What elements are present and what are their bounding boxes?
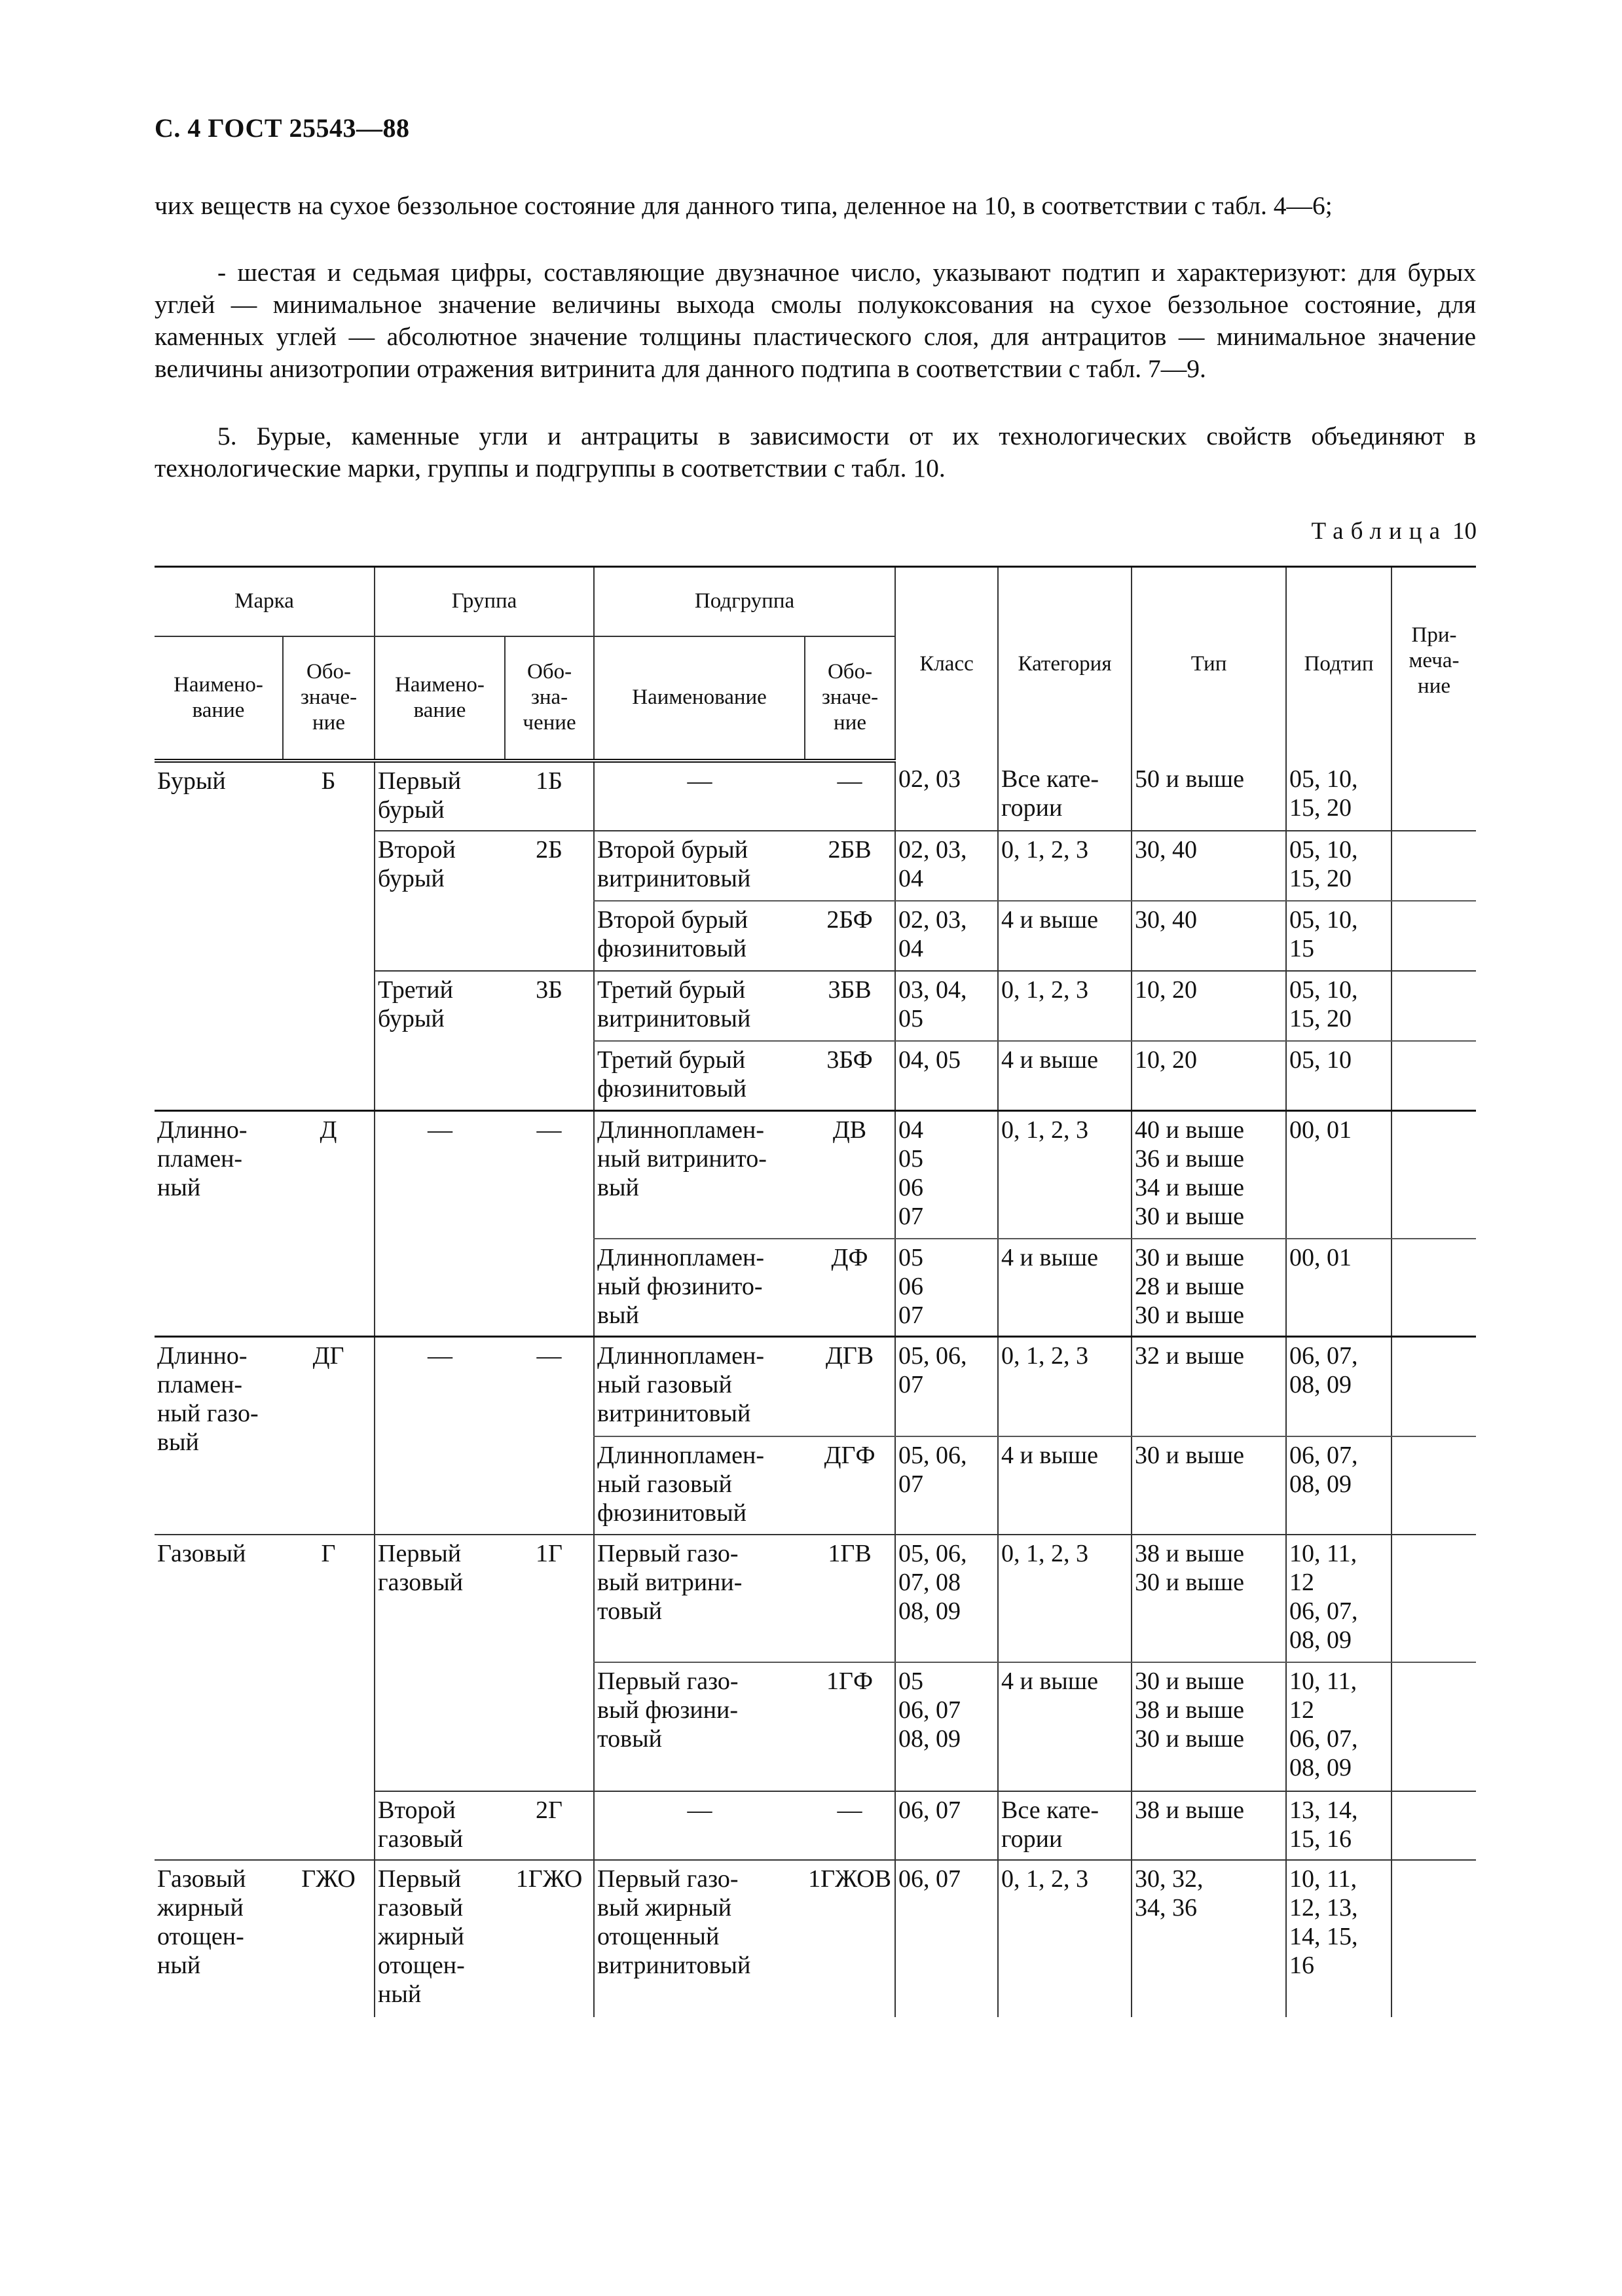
- podgruppa-name-cell: Длиннопламен- ный газовый фюзинитовый: [594, 1436, 805, 1535]
- podgruppa-code-cell: 3БВ: [805, 971, 895, 1041]
- podgruppa-code-cell: 1ГВ: [805, 1535, 895, 1662]
- klass-cell: 04, 05: [895, 1041, 998, 1111]
- kategoriya-cell: 0, 1, 2, 3: [998, 831, 1132, 901]
- tip-cell: 50 и выше: [1132, 761, 1286, 831]
- kategoriya-cell: 4 и выше: [998, 1239, 1132, 1337]
- header-klass: Класс: [895, 567, 998, 761]
- kategoriya-cell: 4 и выше: [998, 1041, 1132, 1111]
- gruppa-code-cell: 2Б: [505, 831, 594, 971]
- kategoriya-cell: Все кате- гории: [998, 761, 1132, 831]
- header-podgruppa: Подгруппа: [594, 567, 895, 636]
- paragraph-1: чих веществ на сухое беззольное состояние для данного типа, деленное на 10, в соответствии с табл. 4—6;: [155, 191, 1333, 220]
- tip-cell: 38 и выше 30 и выше: [1132, 1535, 1286, 1662]
- marka-name-cell: Газовый жирный отощен- ный: [157, 1865, 246, 1979]
- marka-code-cell: ДГ: [283, 1337, 375, 1535]
- header-marka: Марка: [155, 567, 375, 636]
- primechanie-cell: [1392, 1662, 1476, 1791]
- table-number: 10: [1452, 518, 1477, 545]
- kategoriya-cell: 4 и выше: [998, 1662, 1132, 1791]
- marka-name-cell: Газовый: [155, 1535, 283, 1860]
- header-marka-code: Обо- значе- ние: [283, 636, 375, 761]
- podgruppa-name-cell: —: [594, 761, 805, 831]
- marka-code-cell: Б: [283, 761, 375, 1111]
- kategoriya-cell: 0, 1, 2, 3: [998, 1111, 1132, 1239]
- tip-cell: 30, 40: [1132, 831, 1286, 901]
- gruppa-code-cell: 1Б: [505, 761, 594, 831]
- podtip-cell: 05, 10, 15, 20: [1286, 761, 1392, 831]
- tip-cell: 32 и выше: [1132, 1337, 1286, 1436]
- marka-name-cell: Бурый: [155, 761, 283, 1111]
- primechanie-cell: [1392, 831, 1476, 901]
- podtip-cell: 10, 11, 12 06, 07, 08, 09: [1286, 1662, 1392, 1791]
- klass-cell: 05, 06, 07, 08 08, 09: [895, 1535, 998, 1662]
- tip-cell: 40 и выше 36 и выше 34 и выше 30 и выше: [1132, 1111, 1286, 1239]
- marka-code-cell: Г: [283, 1535, 375, 1860]
- marka-code-cell: Д: [283, 1111, 375, 1337]
- gruppa-name-cell: Третий бурый: [375, 971, 505, 1111]
- kategoriya-cell: 0, 1, 2, 3: [998, 1535, 1132, 1662]
- table-caption-label: Таблица: [1311, 518, 1447, 545]
- tip-cell: 30 и выше 28 и выше 30 и выше: [1132, 1239, 1286, 1337]
- podgruppa-code-cell: 1ГФ: [805, 1662, 895, 1791]
- podgruppa-name-cell: Первый газо- вый витрини- товый: [594, 1535, 805, 1662]
- primechanie-cell: [1392, 1239, 1476, 1337]
- table-row: [155, 1111, 1476, 1239]
- podgruppa-name-cell: Второй бурый фюзинитовый: [594, 901, 805, 971]
- kategoriya-cell: 0, 1, 2, 3: [998, 1337, 1132, 1436]
- podgruppa-code-cell: ДГВ: [805, 1337, 895, 1436]
- klass-cell: 04 05 06 07: [895, 1111, 998, 1239]
- table-caption: [1312, 517, 1477, 545]
- kategoriya-cell: 4 и выше: [998, 1436, 1132, 1535]
- gruppa-name-cell: Второй бурый: [375, 831, 505, 971]
- gruppa-name-cell: Первый бурый: [375, 761, 505, 831]
- marka-code-cell: ГЖО: [301, 1865, 356, 1893]
- primechanie-cell: [1392, 1041, 1476, 1111]
- kategoriya-cell: 0, 1, 2, 3: [998, 1860, 1132, 2017]
- table-row: [155, 761, 1476, 831]
- podgruppa-name-cell: Первый газо- вый жирный отощенный витринитовый: [594, 1860, 805, 2017]
- kategoriya-cell: 4 и выше: [998, 901, 1132, 971]
- primechanie-cell: [1392, 901, 1476, 971]
- podgruppa-code-cell: 2БВ: [805, 831, 895, 901]
- gruppa-code-cell: —: [505, 1111, 594, 1337]
- podgruppa-name-cell: Первый газо- вый фюзини- товый: [594, 1662, 805, 1791]
- klass-cell: 02, 03, 04: [895, 901, 998, 971]
- podgruppa-code-cell: —: [805, 1791, 895, 1860]
- paragraph-3: 5. Бурые, каменные угли и антрациты в зависимости от их технологических свойств объединяют в технологические марки, группы и подгруппы в соответствии с табл. 10.: [155, 422, 1476, 483]
- header-kategoriya: Категория: [998, 567, 1132, 761]
- podtip-cell: 06, 07, 08, 09: [1286, 1337, 1392, 1436]
- gruppa-name-cell: Второй газовый: [375, 1791, 505, 1860]
- klass-cell: 05 06 07: [895, 1239, 998, 1337]
- header-podgruppa-code: Обо- значе- ние: [805, 636, 895, 761]
- klass-cell: 05, 06, 07: [895, 1337, 998, 1436]
- tip-cell: 10, 20: [1132, 1041, 1286, 1111]
- tip-cell: 10, 20: [1132, 971, 1286, 1041]
- podgruppa-name-cell: Третий бурый фюзинитовый: [594, 1041, 805, 1111]
- podtip-cell: 13, 14, 15, 16: [1286, 1791, 1392, 1860]
- podtip-cell: 10, 11, 12 06, 07, 08, 09: [1286, 1535, 1392, 1662]
- header-primechanie: При- меча- ние: [1392, 567, 1476, 761]
- coal-classification-table: [155, 566, 1476, 2017]
- gruppa-code-cell: 2Г: [505, 1791, 594, 1860]
- podgruppa-code-cell: ДВ: [805, 1111, 895, 1239]
- podtip-cell: 05, 10, 15: [1286, 901, 1392, 971]
- primechanie-cell: [1392, 761, 1476, 831]
- header-podgruppa-name: Наименование: [594, 636, 805, 761]
- marka-name-cell: Длинно- пламен- ный газо- вый: [155, 1337, 283, 1535]
- table-row: [155, 1337, 1476, 1436]
- gruppa-code-cell: —: [505, 1337, 594, 1535]
- klass-cell: 05, 06, 07: [895, 1436, 998, 1535]
- podgruppa-name-cell: Третий бурый витринитовый: [594, 971, 805, 1041]
- gruppa-code-cell: 1ГЖО: [515, 1865, 583, 1893]
- header-marka-name: Наимено- вание: [155, 636, 283, 761]
- header-gruppa-code: Обо- зна- чение: [505, 636, 594, 761]
- header-gruppa-name: Наимено- вание: [375, 636, 505, 761]
- header-gruppa: Группа: [375, 567, 594, 636]
- klass-cell: 06, 07: [895, 1791, 998, 1860]
- klass-cell: 03, 04, 05: [895, 971, 998, 1041]
- podgruppa-name-cell: Второй бурый витринитовый: [594, 831, 805, 901]
- klass-cell: 02, 03: [895, 761, 998, 831]
- header-podtip: Подтип: [1286, 567, 1392, 761]
- tip-cell: 38 и выше: [1132, 1791, 1286, 1860]
- gruppa-code-cell: 3Б: [505, 971, 594, 1111]
- podgruppa-code-cell: 2БФ: [805, 901, 895, 971]
- podgruppa-name-cell: Длиннопламен- ный фюзинито- вый: [594, 1239, 805, 1337]
- header-tip: Тип: [1132, 567, 1286, 761]
- primechanie-cell: [1392, 1860, 1476, 2017]
- tip-cell: 30, 40: [1132, 901, 1286, 971]
- podgruppa-code-cell: —: [805, 761, 895, 831]
- marka-name-cell: Длинно- пламен- ный: [155, 1111, 283, 1337]
- klass-cell: 02, 03, 04: [895, 831, 998, 901]
- podgruppa-name-cell: Длиннопламен- ный газовый витринитовый: [594, 1337, 805, 1436]
- podtip-cell: 05, 10: [1286, 1041, 1392, 1111]
- gruppa-name-cell: Первый газовый жирный отощен- ный: [375, 1860, 505, 2017]
- tip-cell: 30 и выше 38 и выше 30 и выше: [1132, 1662, 1286, 1791]
- podtip-cell: 05, 10, 15, 20: [1286, 831, 1392, 901]
- tip-cell: 30 и выше: [1132, 1436, 1286, 1535]
- gruppa-name-cell: Первый газовый: [375, 1535, 505, 1791]
- primechanie-cell: [1392, 1337, 1476, 1436]
- podgruppa-code-cell: ДГФ: [805, 1436, 895, 1535]
- klass-cell: 05 06, 07 08, 09: [895, 1662, 998, 1791]
- primechanie-cell: [1392, 1436, 1476, 1535]
- podgruppa-code-cell: 3БФ: [805, 1041, 895, 1111]
- podtip-cell: 05, 10, 15, 20: [1286, 971, 1392, 1041]
- podgruppa-code-cell: ДФ: [805, 1239, 895, 1337]
- paragraph-2: - шестая и седьмая цифры, составляющие двузначное число, указывают подтип и характеризуют: для бурых углей — минимальное значение величины выхода смолы полукоксования на сухое беззольное состояние, для каменных углей — абсолютное значение толщины пластического слоя, для антрацитов — минимальное значение величины анизотропии отражения витринита для данного подтипа в соответствии с табл. 7—9.: [155, 258, 1476, 383]
- podtip-cell: 00, 01: [1286, 1239, 1392, 1337]
- gruppa-code-cell: 1Г: [505, 1535, 594, 1791]
- kategoriya-cell: Все кате- гории: [998, 1791, 1132, 1860]
- podgruppa-name-cell: Длиннопламен- ный витринито- вый: [594, 1111, 805, 1239]
- primechanie-cell: [1392, 1111, 1476, 1239]
- table-row: [155, 1535, 1476, 1662]
- page-header: С. 4 ГОСТ 25543—88: [155, 113, 410, 143]
- primechanie-cell: [1392, 1535, 1476, 1662]
- kategoriya-cell: 0, 1, 2, 3: [998, 971, 1132, 1041]
- klass-cell: 06, 07: [895, 1860, 998, 2017]
- podgruppa-name-cell: —: [594, 1791, 805, 1860]
- podtip-cell: 06, 07, 08, 09: [1286, 1436, 1392, 1535]
- table-row: [155, 1860, 1476, 2017]
- primechanie-cell: [1392, 1791, 1476, 1860]
- primechanie-cell: [1392, 971, 1476, 1041]
- tip-cell: 30, 32, 34, 36: [1132, 1860, 1286, 2017]
- podgruppa-code-cell: 1ГЖОВ: [808, 1865, 891, 1893]
- gruppa-name-cell: —: [375, 1111, 505, 1337]
- podtip-cell: 10, 11, 12, 13, 14, 15, 16: [1286, 1860, 1392, 2017]
- podtip-cell: 00, 01: [1286, 1111, 1392, 1239]
- gruppa-name-cell: —: [375, 1337, 505, 1535]
